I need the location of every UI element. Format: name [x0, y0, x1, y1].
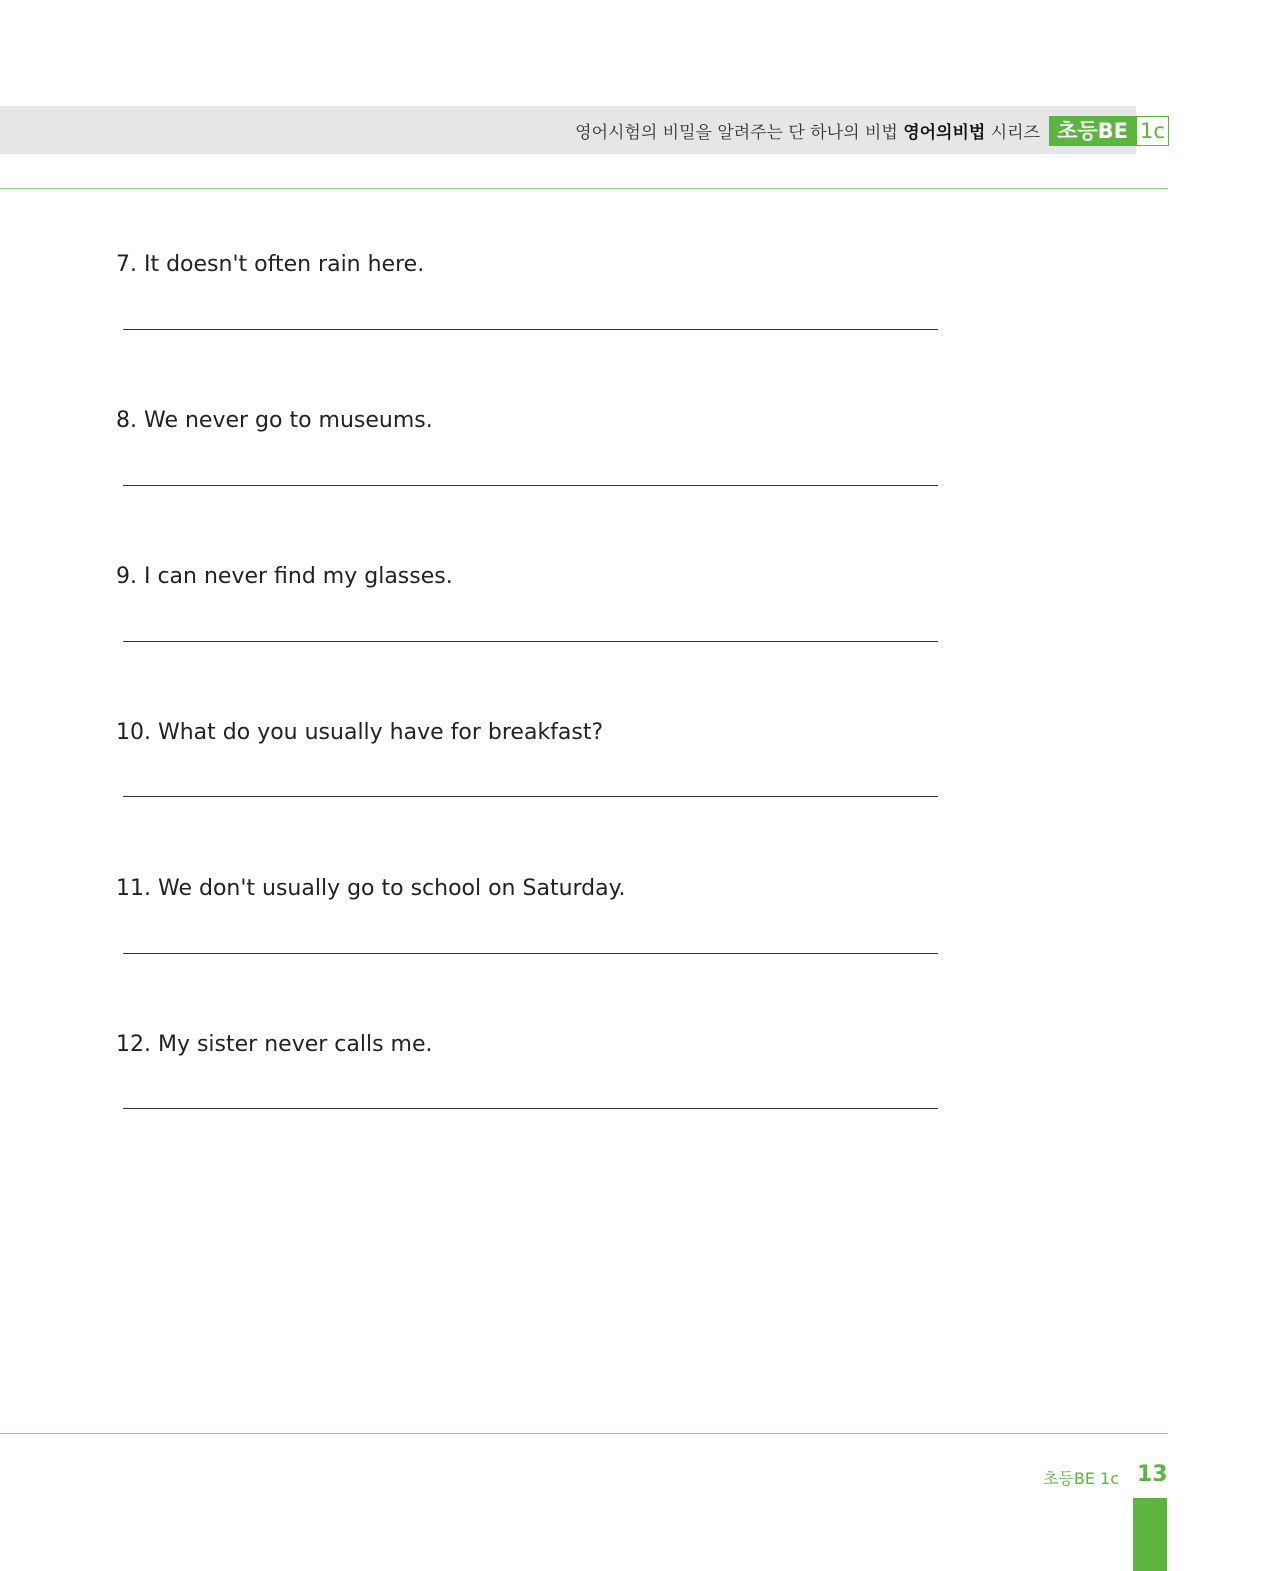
answer-line-11[interactable]: [123, 953, 938, 954]
question-8: 8. We never go to museums.: [116, 408, 433, 433]
footer-tab: [1133, 1498, 1167, 1571]
question-10: 10. What do you usually have for breakfast?: [116, 720, 604, 745]
answer-line-8[interactable]: [123, 485, 938, 486]
answer-line-12[interactable]: [123, 1108, 938, 1109]
answer-line-9[interactable]: [123, 641, 938, 642]
question-7: 7. It doesn't often rain here.: [116, 252, 425, 277]
footer-book-label: 초등BE 1c: [1042, 1469, 1119, 1488]
series-prefix: 영어시험의 비밀을 알려주는 단 하나의 비법: [575, 123, 898, 143]
header-rule: [0, 188, 1168, 189]
footer-rule: [0, 1433, 1168, 1434]
question-12: 12. My sister never calls me.: [116, 1032, 433, 1057]
page-number: 13: [1137, 1462, 1168, 1487]
question-9: 9. I can never find my glasses.: [116, 564, 453, 589]
series-suffix: 시리즈: [990, 123, 1040, 143]
question-11: 11. We don't usually go to school on Saturday.: [116, 876, 626, 901]
answer-line-10[interactable]: [123, 796, 938, 797]
book-level-badge: 1c: [1136, 116, 1169, 146]
book-title-badge: 초등BE: [1049, 116, 1136, 146]
answer-line-7[interactable]: [123, 329, 938, 330]
series-name: 영어의비법: [903, 123, 986, 143]
series-tagline: [575, 118, 1040, 143]
